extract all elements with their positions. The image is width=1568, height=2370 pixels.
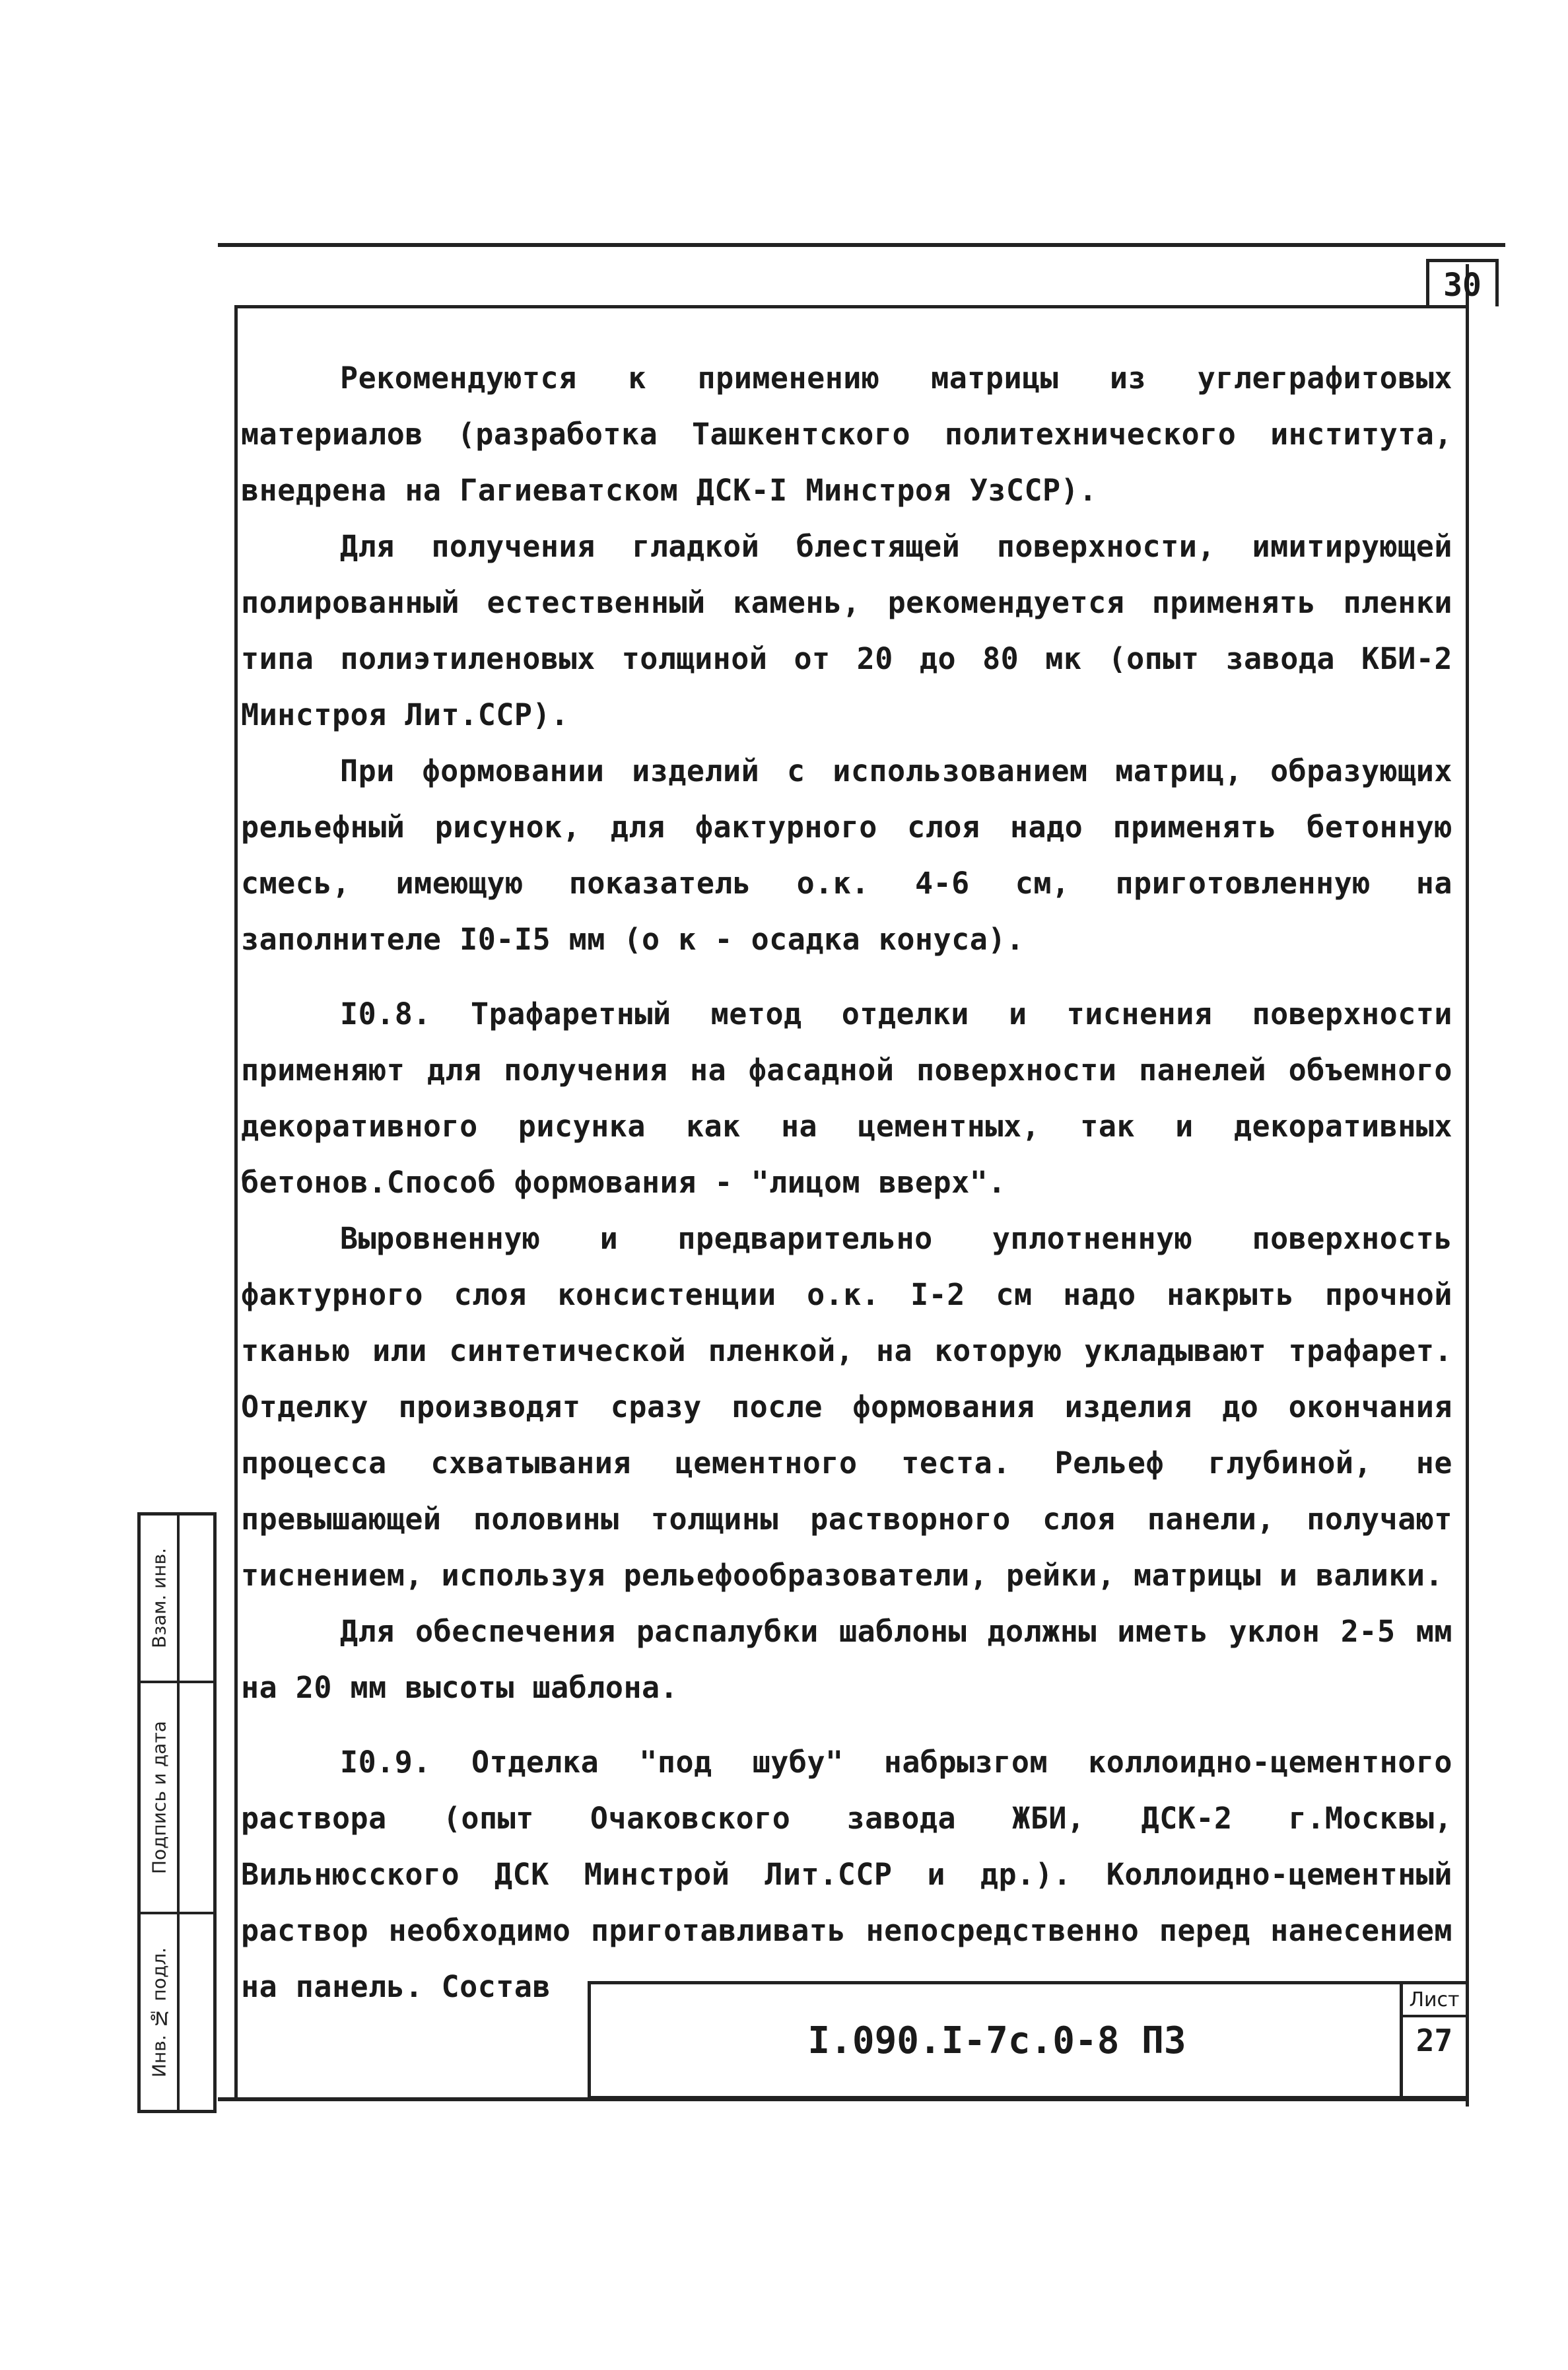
- document-code: I.090.I-7с.0-8 ПЗ: [807, 2019, 1186, 2062]
- paragraph-matrix-materials: Рекомендуются к применению матрицы из углеграфитовых материалов (разработка Ташкентского политехнического института, внедрена на Гагиеватском ДСК-I Минстроя УзССР).: [241, 361, 1452, 508]
- paragraph-relief-forming: При формовании изделий с использованием матриц, образующих рельефный рисунок, для фактурного слоя надо применять бетонную смесь, имеющую показатель о.к. 4-6 см, приготовленную на заполнителе I0-I5 мм (о к - осадка конуса).: [241, 753, 1452, 957]
- stamp-label-vzam-inv: Взам. инв.: [148, 1547, 170, 1649]
- paragraph-stencil-process: Выровненную и предварительно уплотненную поверхность фактурного слоя консистенции о.к. I-2 см надо накрыть прочной тканью или синтетической пленкой, на которую укладывают трафарет. Отделку производят сразу после формования изделия до окончания процесса схватывания цементного теста. Рельеф глубиной, не превышающей половины толщины растворного слоя панели, получают тиснением, используя рельефообразователи, рейки, матрицы и валики.: [241, 1221, 1452, 1593]
- sheet-cell: [1400, 1984, 1466, 2097]
- paragraph-glossy-surface: Для получения гладкой блестящей поверхности, имитирующей полированный естественный камень, рекомендуется применять пленки типа полиэтиленовых толщиной от 20 до 80 мк (опыт завода КБИ-2 Минстроя Лит.ССР).: [241, 529, 1452, 732]
- side-stamp: [137, 1512, 217, 2113]
- frame-top-line: [218, 243, 1505, 247]
- side-stamp-divider: [177, 1516, 180, 2110]
- sheet-number: 27: [1415, 2023, 1453, 2058]
- stamp-label-signature-date: Подпись и дата: [148, 1721, 170, 1874]
- title-block: [588, 1981, 1469, 2100]
- frame-bottom-line: [218, 2097, 1469, 2101]
- paragraph-template-slope: Для обеспечения распалубки шаблоны должны иметь уклон 2-5 мм на 20 мм высоты шаблона.: [241, 1614, 1452, 1705]
- stamp-label-inv-original: Инв. № подл.: [148, 1947, 170, 2077]
- paragraph-section-10-8: I0.8. Трафаретный метод отделки и тиснения поверхности применяют для получения на фасадной поверхности панелей объемного декоративного рисунка как на цементных, так и декоративных бетонов.Способ формования - "лицом вверх".: [241, 996, 1452, 1200]
- sheet-label: Лист: [1403, 1984, 1466, 2017]
- paragraph-section-10-9: I0.9. Отделка "под шубу" набрызгом коллоидно-цементного раствора (опыт Очаковского завода ЖБИ, ДСК-2 г.Москвы, Вильнюсского ДСК Минстрой Лит.ССР и др.). Коллоидно-цементный раствор необходимо приготавливать непосредственно перед нанесением на панель. Состав: [241, 1745, 1452, 2004]
- document-body: [241, 350, 1452, 2015]
- top-page-number: 30: [1426, 259, 1499, 306]
